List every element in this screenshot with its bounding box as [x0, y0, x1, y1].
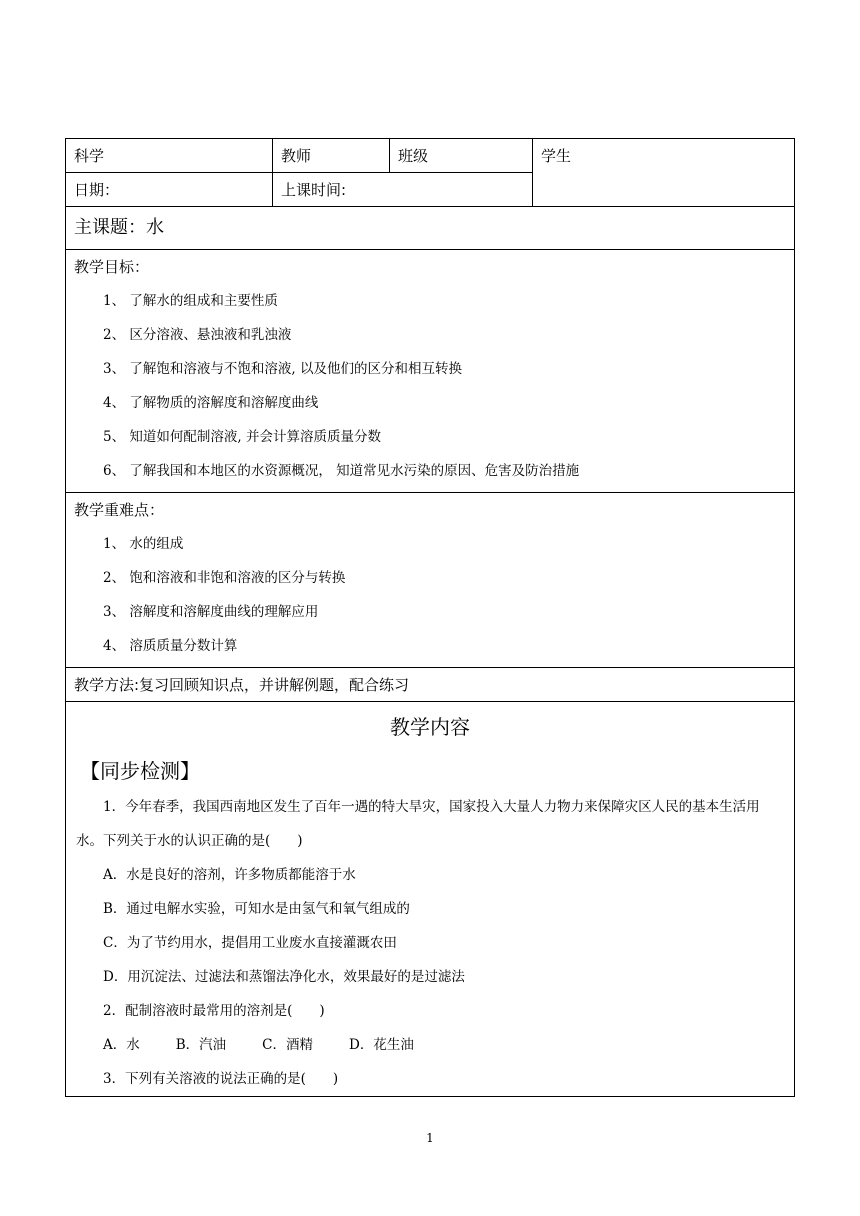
- main-topic-row: [66, 207, 795, 250]
- key-points-row: [66, 493, 795, 668]
- student-cell: 学生: [533, 139, 795, 207]
- key-points-title: 教学重难点：: [74, 501, 165, 519]
- question-3-stem: 3．下列有关溶液的说法正确的是( ): [103, 1071, 339, 1087]
- content-title: 教学内容: [390, 715, 470, 739]
- question-2-stem: 2．配制溶液时最常用的溶剂是( ): [103, 1003, 325, 1019]
- objectives-row: [66, 250, 795, 493]
- teaching-method: 教学方法:复习回顾知识点，并讲解例题，配合练习: [66, 668, 795, 702]
- question-2-options: [76, 1028, 784, 1062]
- lesson-plan-table: [65, 138, 795, 1097]
- key-point-item: 3、 溶解度和溶解度曲线的理解应用: [103, 604, 319, 620]
- key-point-item: 4、 溶质质量分数计算: [103, 638, 238, 654]
- objective-item: 6、 了解我国和本地区的水资源概况， 知道常见水污染的原因、危害及防治措施: [103, 463, 580, 479]
- question-2-option: C．酒精: [262, 1037, 314, 1053]
- question-1-option: B．通过电解水实验，可知水是由氢气和氧气组成的: [103, 901, 410, 917]
- objective-item: 3、 了解饱和溶液与不饱和溶液, 以及他们的区分和相互转换: [103, 361, 462, 377]
- content-cell: [66, 702, 795, 1097]
- key-point-item: 2、 饱和溶液和非饱和溶液的区分与转换: [103, 570, 346, 586]
- teacher-cell: 教师: [273, 139, 390, 173]
- key-points-cell: [66, 493, 795, 668]
- class-cell: 班级: [390, 139, 533, 173]
- key-point-item: 1、 水的组成: [103, 536, 184, 552]
- subject-cell: 科学: [66, 139, 273, 173]
- header-row-1: [66, 139, 795, 173]
- question-2-option: D．花生油: [349, 1037, 414, 1053]
- question-1-stem: 1．今年春季，我国西南地区发生了百年一遇的特大旱灾，国家投入大量人力物力来保障灾区人民的基本生活用水。下列关于水的认识正确的是( ): [76, 799, 760, 849]
- objective-item: 5、 知道如何配制溶液, 并会计算溶质质量分数: [103, 429, 381, 445]
- objective-item: 2、 区分溶液、悬浊液和乳浊液: [103, 327, 292, 343]
- question-2-option: A．水: [103, 1037, 140, 1053]
- page-number: 1: [426, 1131, 434, 1145]
- objectives-cell: [66, 250, 795, 493]
- section-title: 【同步检测】: [80, 759, 200, 783]
- objective-item: 1、 了解水的组成和主要性质: [103, 293, 278, 309]
- date-cell: 日期：: [66, 173, 273, 207]
- question-1-option: C．为了节约用水，提倡用工业废水直接灌溉农田: [103, 935, 397, 951]
- main-topic: 主课题：水: [66, 207, 795, 250]
- question-1-option: A．水是良好的溶剂，许多物质都能溶于水: [103, 867, 356, 883]
- class-time-cell: 上课时间:: [273, 173, 533, 207]
- question-1-option: D．用沉淀法、过滤法和蒸馏法净化水，效果最好的是过滤法: [103, 969, 465, 985]
- content-row: [66, 702, 795, 1097]
- question-2-option: B．汽油: [175, 1037, 227, 1053]
- objective-item: 4、 了解物质的溶解度和溶解度曲线: [103, 395, 319, 411]
- method-row: [66, 668, 795, 702]
- objectives-title: 教学目标：: [74, 258, 150, 276]
